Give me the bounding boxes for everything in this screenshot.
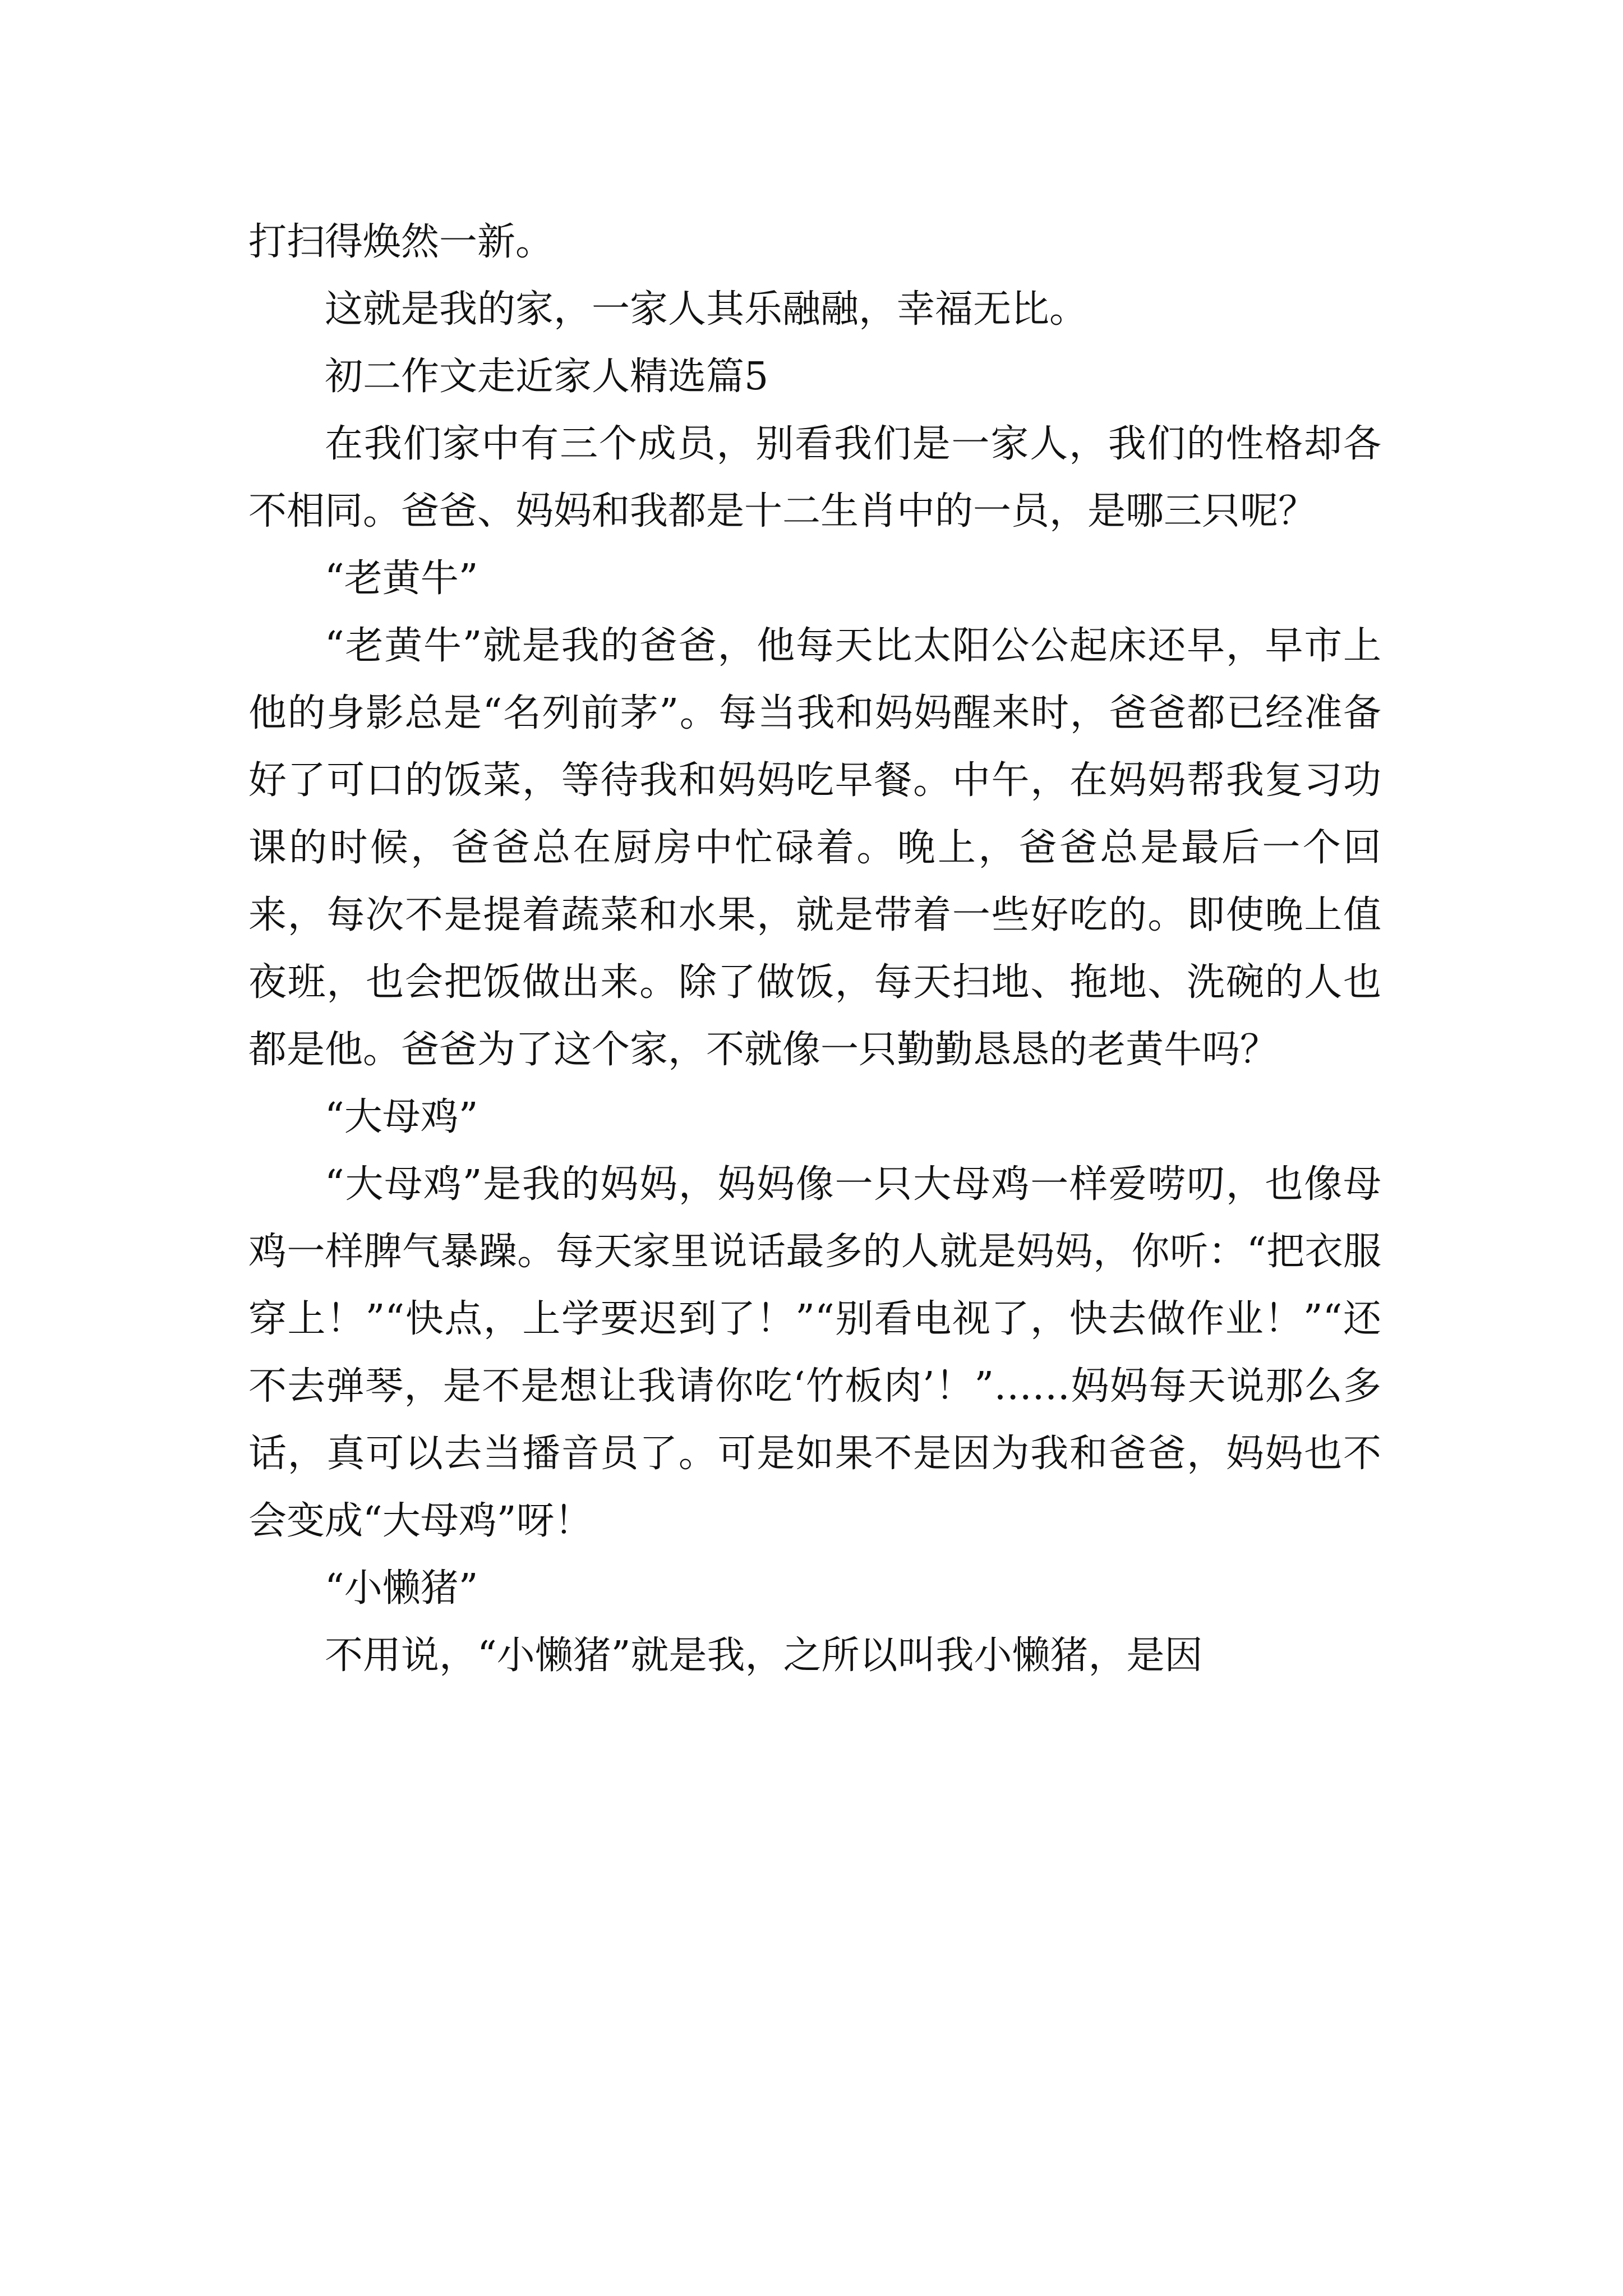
- essay-body: [248, 209, 1381, 1690]
- paragraph-intro: 在我们家中有三个成员，别看我们是一家人，我们的性格却各不相同。爸爸、妈妈和我都是十二生肖中的一员，是哪三只呢？: [248, 422, 1381, 533]
- paragraph-continuation: 打扫得焕然一新。: [248, 220, 554, 264]
- section-heading-pig: “小懒猪”: [325, 1566, 478, 1611]
- section-heading-ox: “老黄牛”: [325, 556, 478, 601]
- section-heading-hen: “大母鸡”: [325, 1095, 478, 1139]
- paragraph-ox: “老黄牛”就是我的爸爸，他每天比太阳公公起床还早，早市上他的身影总是“名列前茅”。每当我和妈妈醒来时，爸爸都已经准备好了可口的饭菜，等待我和妈妈吃早餐。中午，在妈妈帮我复习功课的时候，爸爸总在厨房中忙碌着。晚上，爸爸总是最后一个回来，每次不是提着蔬菜和水果，就是带着一些好吃的。即使晚上值夜班，也会把饭做出来。除了做饭，每天扫地、拖地、洗碗的人也都是他。爸爸为了这个家，不就像一只勤勤恳恳的老黄牛吗？: [248, 624, 1381, 1072]
- paragraph-hen: “大母鸡”是我的妈妈，妈妈像一只大母鸡一样爱唠叨，也像母鸡一样脾气暴躁。每天家里说话最多的人就是妈妈，你听：“把衣服穿上！”“快点，上学要迟到了！”“别看电视了，快去做作业！”“还不去弹琴，是不是想让我请你吃‘竹板肉’！”……妈妈每天说那么多话，真可以去当播音员了。可是如果不是因为我和爸爸，妈妈也不会变成“大母鸡”呀！: [248, 1162, 1381, 1543]
- paragraph-conclusion: 这就是我的家，一家人其乐融融，幸福无比。: [325, 287, 1088, 332]
- essay-title: 初二作文走近家人精选篇5: [325, 355, 769, 399]
- paragraph-pig: 不用说，“小懒猪”就是我，之所以叫我小懒猪，是因: [325, 1634, 1203, 1678]
